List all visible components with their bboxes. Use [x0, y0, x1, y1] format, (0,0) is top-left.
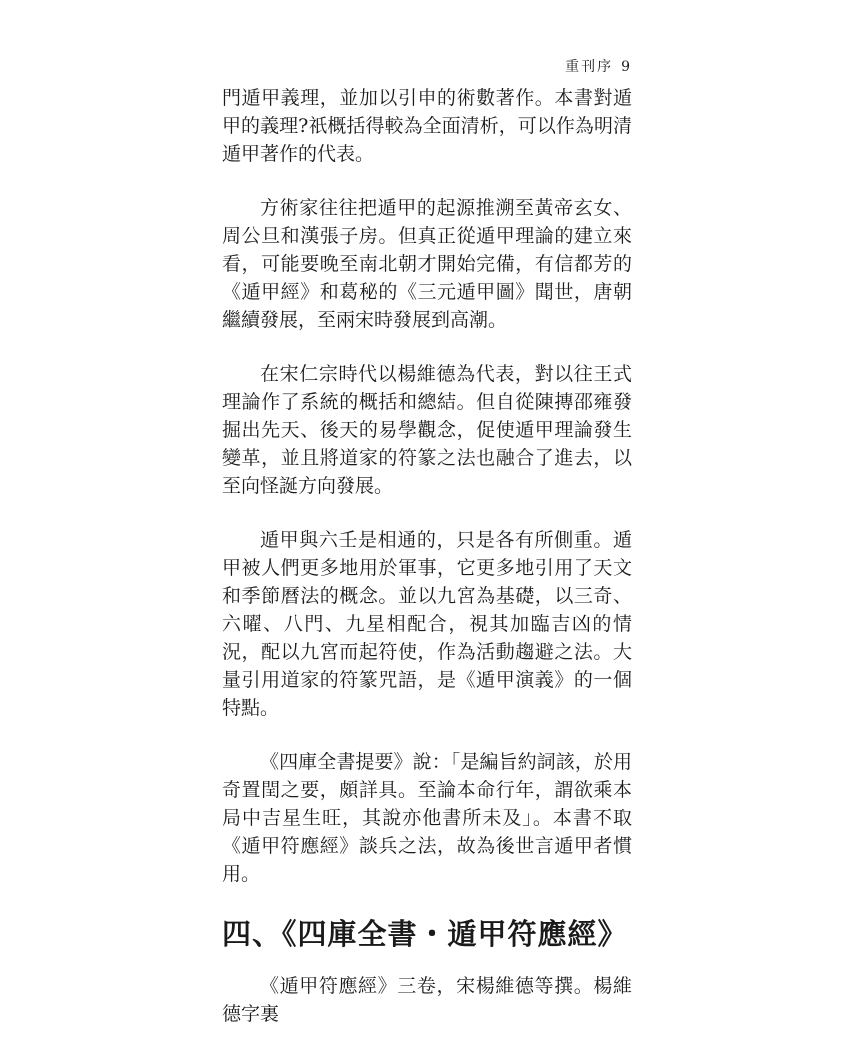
paragraph-siku-summary: 《四庫全書提要》說：「是編旨約詞該，於用奇置閏之要，頗詳具。至論本命行年，謂欲乘本局中吉星生旺，其說亦他書所未及」。本書不取《遁甲符應經》談兵之法，故為後世言遁甲者慣用。: [222, 751, 632, 885]
paragraph-song-dynasty: 在宋仁宗時代以楊維德為代表，對以往王式理論作了系統的概括和總結。但自從陳摶邵雍發掘出先天、後天的易學觀念，促使遁甲理論發生變革，並且將道家的符篆之法也融合了進去，以至向怪誕方向發展。: [222, 363, 632, 497]
page-body: [222, 84, 632, 1054]
section-heading: 四、《四庫全書・遁甲符應經》: [222, 917, 628, 951]
section-first-paragraph: 《遁甲符應經》三卷，宋楊維德等撰。楊維德字裏: [222, 975, 632, 1025]
paragraph-origins: 方術家往往把遁甲的起源推溯至黃帝玄女、周公旦和漢張子房。但真正從遁甲理論的建立來看，可能要晚至南北朝才開始完備，有信都芳的《遁甲經》和葛秘的《三元遁甲圖》聞世，唐朝繼續發展，至兩宋時發展到高潮。: [222, 197, 632, 331]
header-title: 重刊序: [565, 59, 614, 75]
paragraph-continued: 門遁甲義理，並加以引申的術數著作。本書對遁甲的義理?祇概括得較為全面清析，可以作為明清遁甲著作的代表。: [222, 87, 632, 165]
running-header: [555, 56, 630, 76]
paragraph-dunjia-liuren: 遁甲與六壬是相通的，只是各有所側重。遁甲被人們更多地用於軍事，它更多地引用了天文和季節曆法的概念。並以九宮為基礎，以三奇、六曜、八門、九星相配合，視其加臨吉凶的情況，配以九宮而起符使，作為活動趨避之法。大量引用道家的符篆咒語，是《遁甲演義》的一個特點。: [222, 529, 632, 719]
page-number: 9: [621, 59, 630, 75]
